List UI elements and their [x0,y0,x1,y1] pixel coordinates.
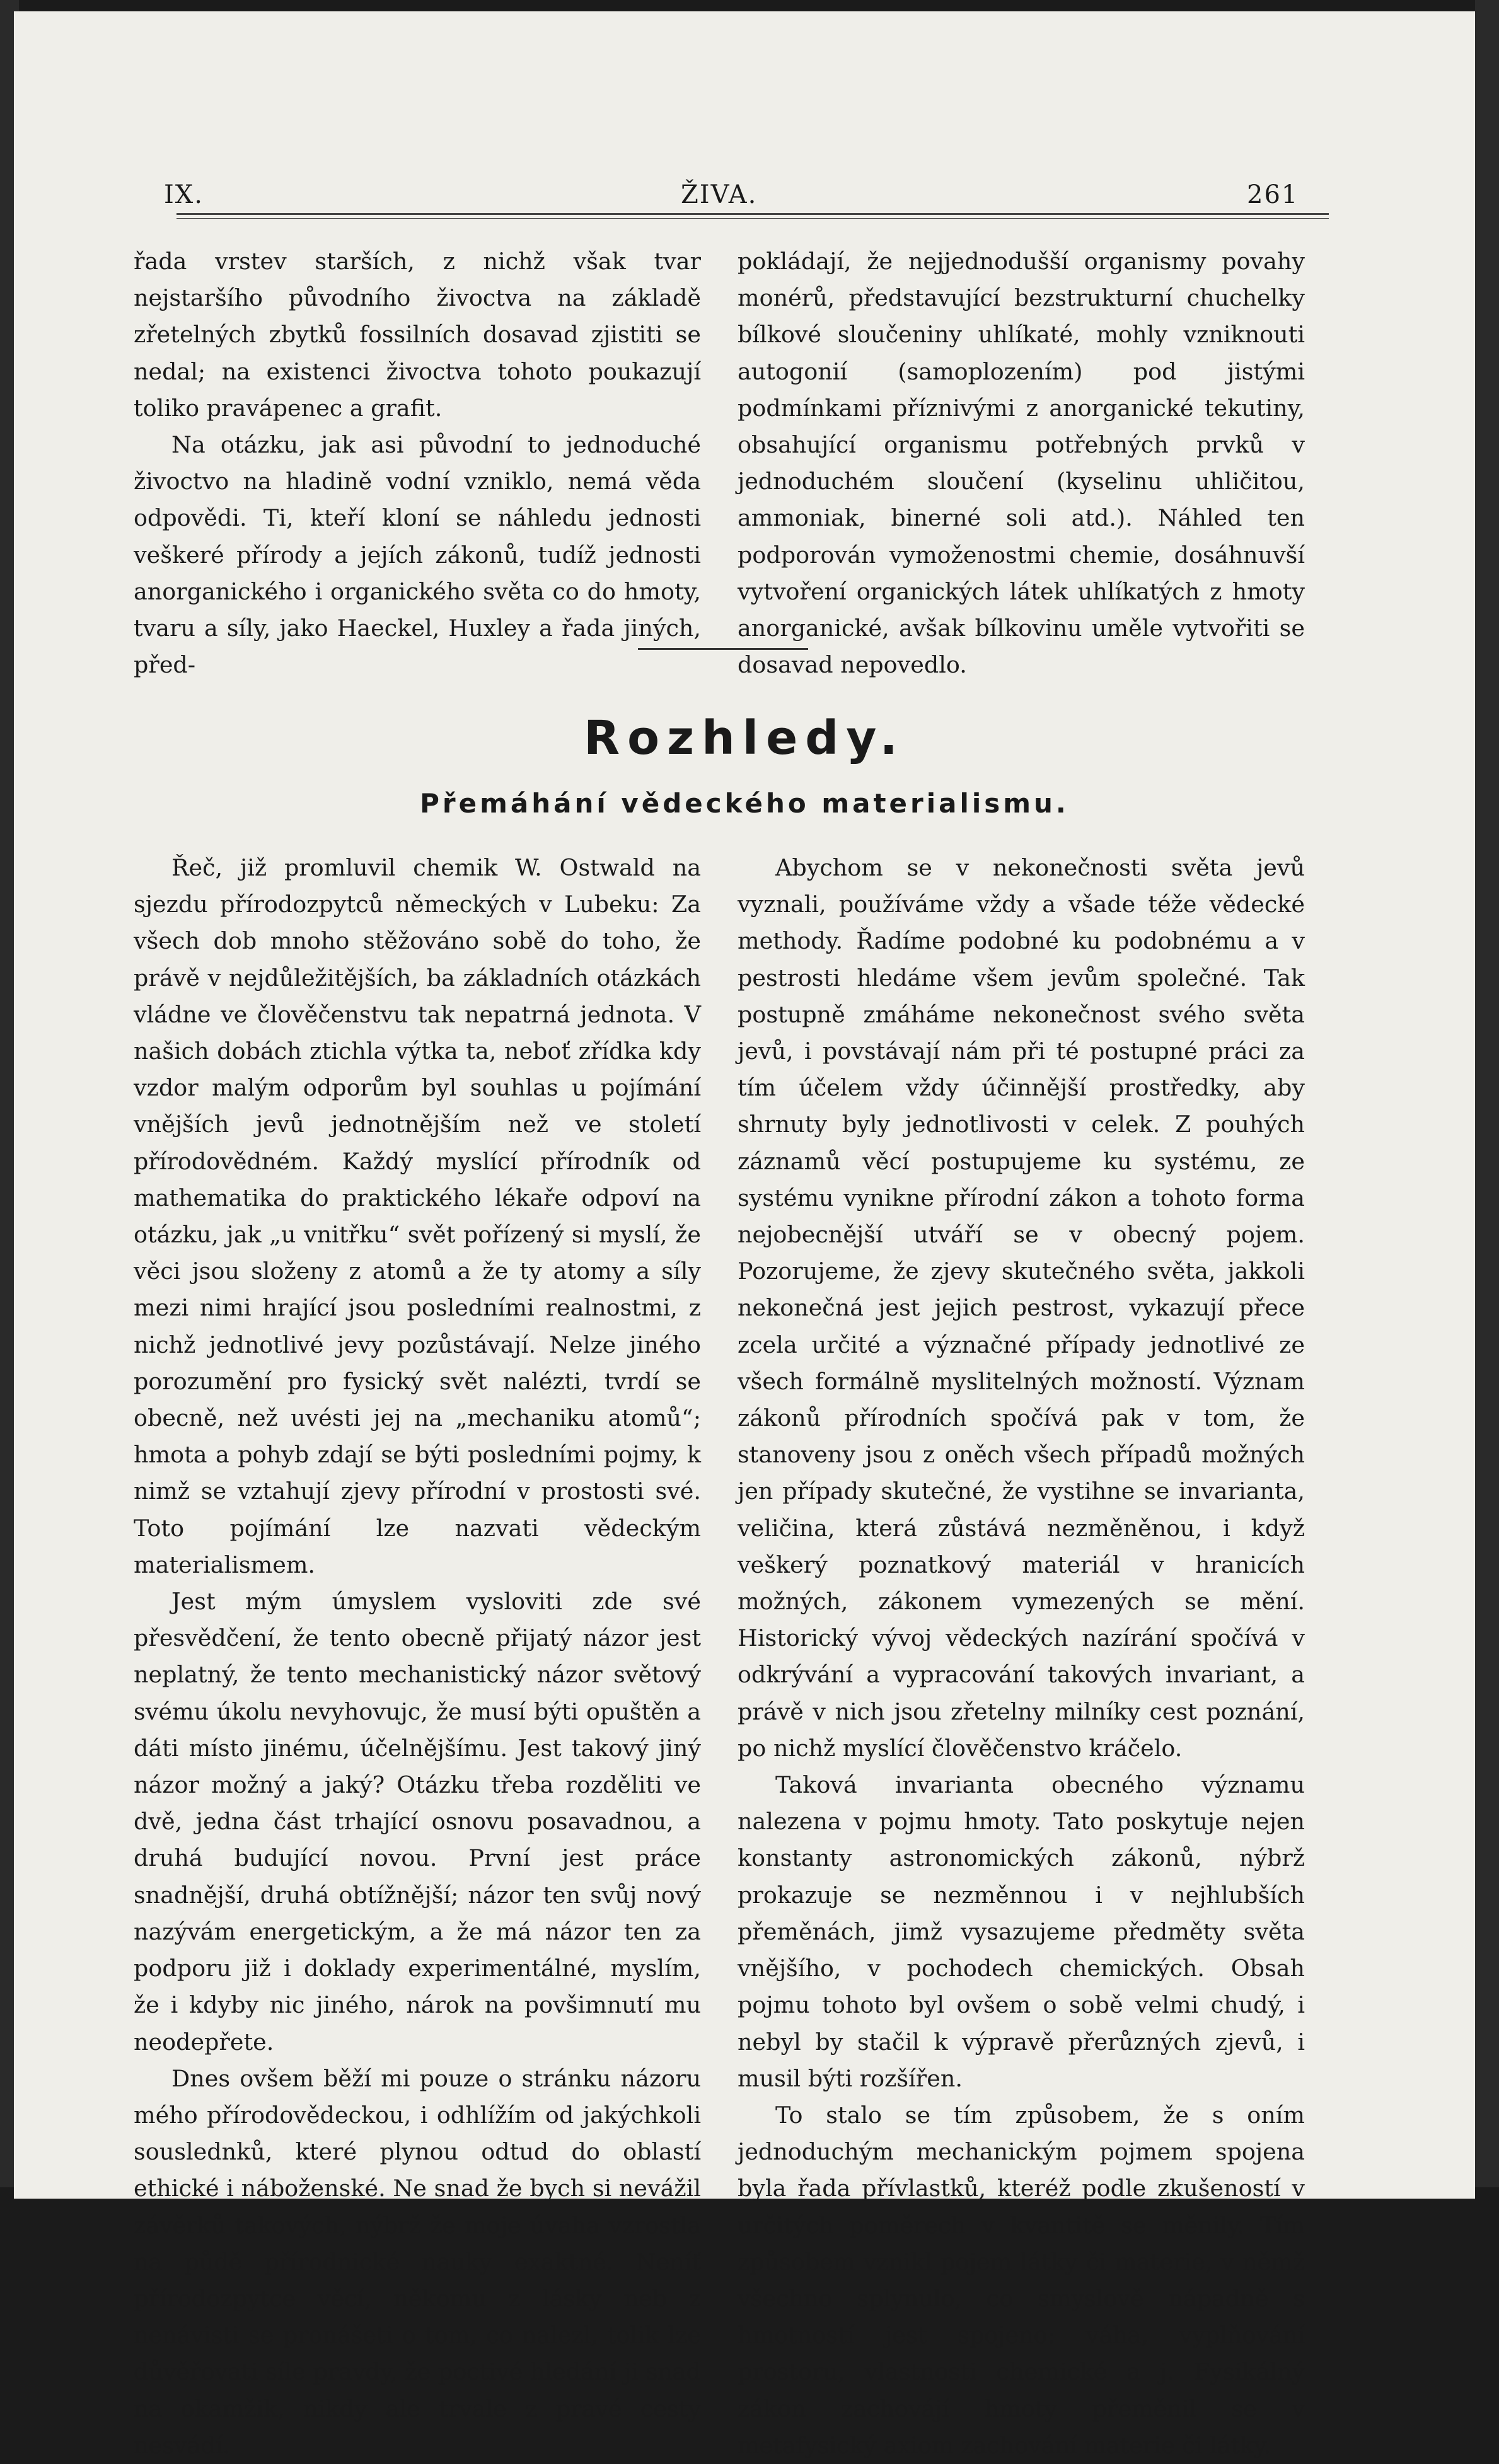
top-right-column [738,243,1305,679]
article-left-column [134,850,701,2459]
paragraph: To stalo se tím způsobem, že s oním jednoduchým mechanickým pojmem spojena byla řada přívlastků, kteréž podle zkušeností v určitých poměrech v kvantitě se měnily. Tím způsobem vznikl pojem látky či materie, v němž všechno splynulo, co smyslově nápadně s hmotností jest spojeno: váha, vyplňování prostoru, vlastnosti chemické a j. Fysikálný zákon zachovájí hmoty přeměnil se v metafysický axiom zachování materie či látky. [738,2101,1305,2459]
top-left-column [134,243,701,679]
paragraph: Na otázku, jak asi původní to jednoduché živoctvo na hladině vodní vzniklo, nemá věda odpovědi. Ti, kteří kloní se náhledu jednosti veškeré přírody a jejích zákonů, tudíž jednosti anorganického i organického světa co do hmoty, tvaru a síly, jako Haeckel, Huxley a řada jiných, před- [134,431,701,679]
paragraph: Dnes ovšem běží mi pouze o stránku názoru mého přírodovědeckou, i odhlížím od jakýchkoli souslednků, které plynou odtud do oblastí ethické i náboženské. Ne snad že bych si nevážil závěrků takových, nýbrž že moje úvaha vzrostla na půdě přírodnické nauky exaktné. Neníť přírodozpytce věcí, někomu z lásky neb z nenávisti se pronášeti o tom, co nalezl, tolik lze důvěřovati síle pravdy, že poctivé hledání ji snad na okamžik, nikdy ale trvale z pravé cesty nesvádí. [134,2064,701,2459]
paragraph: pokládají, že nejjednodušší organismy povahy monérů, představující bezstrukturní chuchelky bílkové sloučeniny uhlíkaté, mohly vzniknouti autogonií (samoplozením) pod jistými podmínkami příznivými z anorganické tekutiny, obsahující organismu potřebných prvků v jednoduchém sloučení (kyselinu uhličitou, ammoniak, binerné soli atd.). Náhled ten podporován vymoženostmi chemie, dosáhnuvší vytvoření organických látek uhlíkatých z hmoty anorganické, avšak bílkovinu uměle vytvořiti se dosavad nepovedlo. [738,248,1305,679]
page [14,11,1475,2459]
paragraph: řada vrstev starších, z nichž však tvar nejstaršího původního živoctva na základě zřetelných zbytků fossilních dosavad zjistiti se nedal; na existenci živoctva tohoto poukazují toliko pravápenec a grafit. [134,248,701,422]
running-head-journal: ŽIVA. [681,180,758,209]
running-head-volume: IX. [164,180,204,209]
header-rule-thin [177,218,1329,219]
header-rule [177,213,1329,215]
scan-right-edge [1475,0,1499,2187]
section-separator [638,648,808,650]
paragraph: Abychom se v nekonečnosti světa jevů vyznali, používáme vždy a všade téže vědecké methody. Řadíme podobné ku podobnému a v pestrosti hledáme všem jevům společné. Tak postupně zmáháme nekonečnost svého světa jevů, i povstávají nám při té postupné práci za tím účelem vždy účinnější prostředky, aby shrnuty byly jednotlivosti v celek. Z pouhých záznamů věcí postupujeme ku systému, ze systému vynikne přírodní zákon a tohoto forma nejobecnější utváří se v obecný pojem. Pozorujeme, že zjevy skutečného světa, jakkoli nekonečná jest jejich pestrost, vykazují přece zcela určité a význačné případy jednotlivé ze všech formálně myslitelných možností. Význam zákonů přírodních spočívá pak v tom, že stanoveny jsou z oněch všech případů možných jen případy skutečné, že vystihne se invarianta, veličina, která zůstává nezměněnou, i když veškerý poznatkový materiál v hranicích možných, zákonem vymezených se mění. Historický vývoj vědeckých nazírání spočívá v odkrývání a vypracování takových invariant, a právě v nich jsou zřetelny milníky cest poznání, po nichž myslící člověčenstvo kráčelo. [738,854,1305,1762]
paragraph: Řeč, již promluvil chemik W. Ostwald na sjezdu přírodozpytců německých v Lubeku: Za všech dob mnoho stěžováno sobě do toho, že právě v nejdůležitějších, ba základních otázkách vládne ve člověčenstvu tak nepatrná jednota. V našich dobách ztichla výtka ta, neboť zřídka kdy vzdor malým odporům byl souhlas u pojímání vnějších jevů jednotnějším než ve století přírodovědném. Každý myslící přírodník od mathematika do praktického lékaře odpoví na otázku, jak „u vnitřku“ svět pořízený si myslí, že věci jsou složeny z atomů a že ty atomy a síly mezi nimi hrající jsou posledními realnostmi, z nichž jednotlivé jevy pozůstávají. Nelze jiného porozumění pro fysický svět nalézti, tvrdí se obecně, než uvésti jej na „mechaniku atomů“; hmota a pohyb zdají se býti posledními pojmy, k nimž se vztahují zjevy přírodní v prostosti své. Toto pojímání lze nazvati vědeckým materialismem. [134,854,701,1578]
article-right-column [738,850,1305,2459]
paragraph: Taková invarianta obecného významu nalezena v pojmu hmoty. Tato poskytuje nejen konstanty astronomických zákonů, nýbrž prokazuje se nezměnnou i v nejhlubších přeměnách, jimž vysazujeme předměty světa vnějšího, v pochodech chemických. Obsah pojmu tohoto byl ovšem o sobě velmi chudý, i nebyl by stačil k výpravě přerůzných zjevů, i musil býti rozšířen. [738,1771,1305,2092]
section-title: Rozhledy. [584,711,905,765]
article-title: Přemáhání vědeckého materialismu. [420,788,1069,819]
page-number: 261 [1247,180,1299,209]
paragraph: Jest mým úmyslem vysloviti zde své přesvědčení, že tento obecně přijatý názor jest neplatný, že tento mechanistický názor světový svému úkolu nevyhovujc, že musí býti opuštěn a dáti místo jinému, účelnějšímu. Jest takový jiný názor možný a jaký? Otázku třeba rozděliti ve dvě, jedna část trhající osnovu posavadnou, a druhá budující novou. První jest práce snadnější, druhá obtížnější; názor ten svůj nový nazývám energetickým, a že má názor ten za podporu již i doklady experimentálné, myslím, že i kdyby nic jiného, nárok na povšimnutí mu neodepřete. [134,1588,701,2056]
